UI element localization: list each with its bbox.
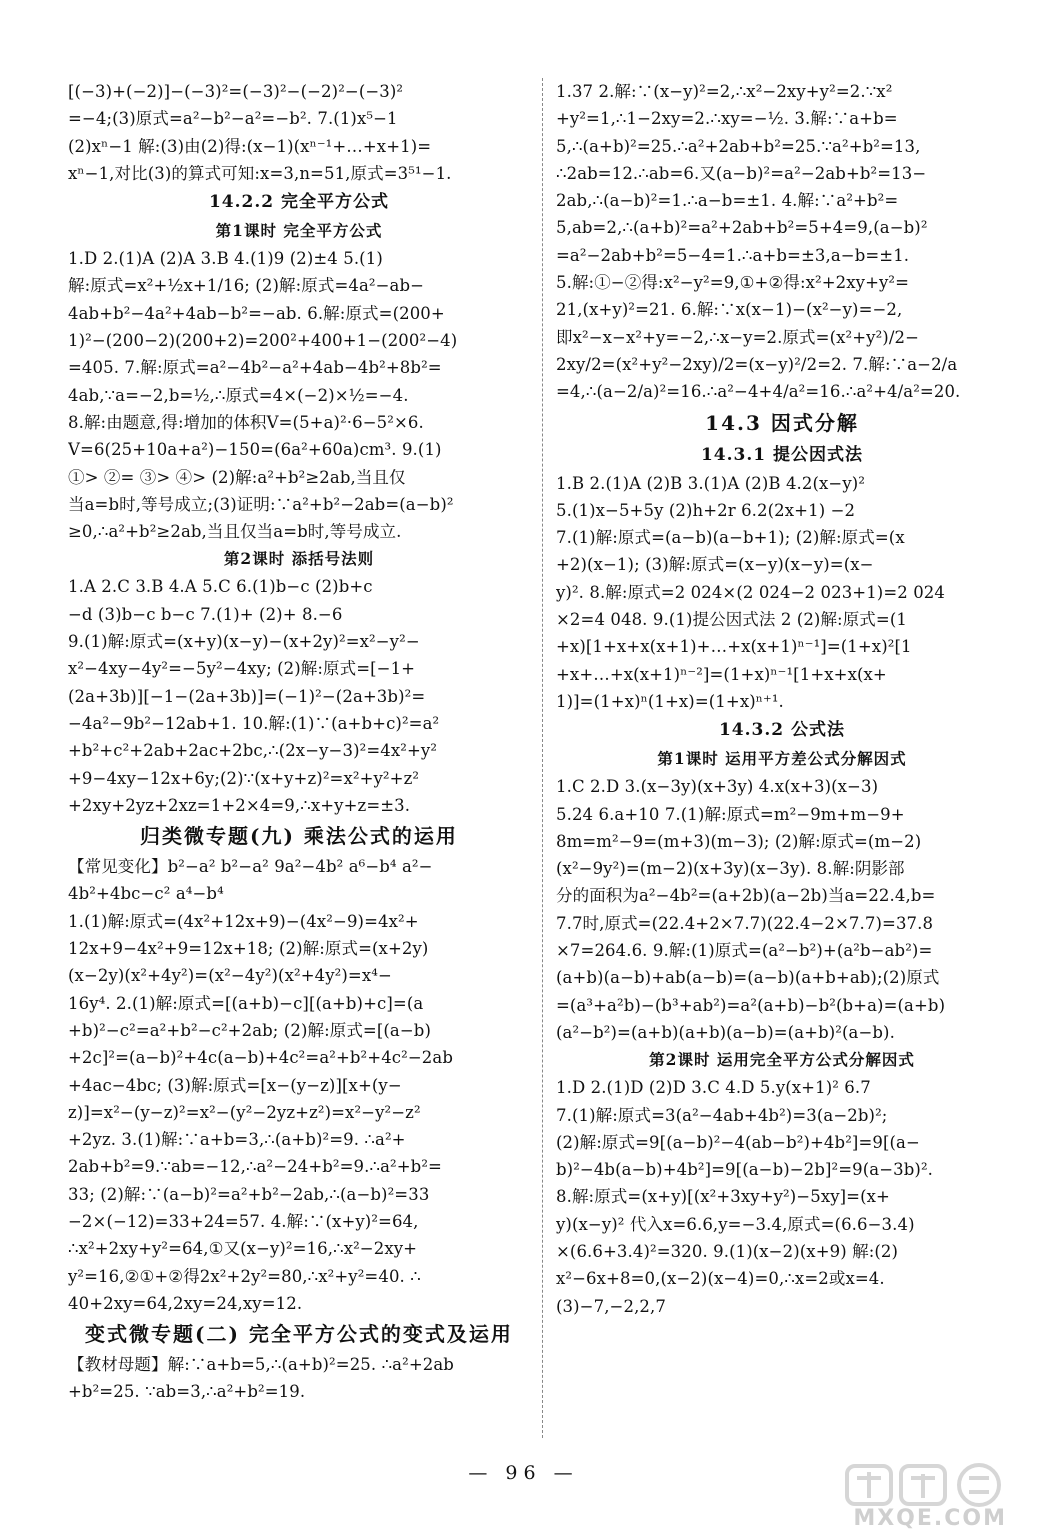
answer-line: ∴x²+2xy+y²=64,①又(x−y)²=16,∴x²−2xy+	[68, 1239, 418, 1259]
lesson-heading: 第1课时 完全平方公式	[215, 221, 383, 241]
lesson-heading: 第2课时 添括号法则	[223, 549, 375, 569]
answer-line: +2yz. 3.(1)解:∵a+b=3,∴(a+b)²=9. ∴a²+	[68, 1130, 406, 1150]
answer-line: b)²−4b(a−b)+4b²]=9[(a−b)−2b]²=9(a−3b)².	[556, 1160, 934, 1180]
section-heading: 变式微专题(二) 完全平方公式的变式及运用	[85, 1322, 513, 1347]
answer-line: (x²−9y²)=(m−2)(x+3y)(x−3y). 8.解:阴影部	[556, 859, 905, 879]
answer-line: 1.C 2.D 3.(x−3y)(x+3y) 4.x(x+3)(x−3)	[556, 777, 879, 797]
section-heading: 归类微专题(九) 乘法公式的运用	[140, 824, 458, 849]
answer-line: +2xy+2yz+2xz=1+2×4=9,∴x+y+z=±3.	[68, 795, 411, 815]
answer-line: 4b²+4bc−c² a⁴−b⁴	[68, 884, 224, 904]
answer-line: +9−4xy−12x+6y;(2)∵(x+y+z)²=x²+y²+z²	[68, 768, 420, 788]
answer-line: (a+b)(a−b)+ab(a−b)=(a−b)(a+b+ab);(2)原式	[556, 968, 940, 988]
answer-line: +2)(x−1); (3)解:原式=(x−y)(x−y)=(x−	[556, 555, 874, 575]
answer-line: ≥0,∴a²+b²≥2ab,当且仅当a=b时,等号成立.	[68, 522, 402, 542]
answer-line: +4ac−4bc; (3)解:原式=[x−(y−z)][x+(y−	[68, 1075, 402, 1095]
answer-line: +y²=1,∴1−2xy=2.∴xy=−½. 3.解:∵a+b=	[556, 109, 898, 129]
answer-line: ×(6.6+3.4)²=320. 9.(1)(x−2)(x+9) 解:(2)	[556, 1241, 899, 1261]
answer-line: 分的面积为a²−4b²=(a+2b)(a−2b)当a=22.4,b=	[556, 886, 936, 906]
answer-line: +b²+c²+2ab+2ac+2bc,∴(2x−y−3)²=4x²+y²	[68, 741, 438, 761]
answer-line: 【教材母题】解:∵a+b=5,∴(a+b)²=25. ∴a²+2ab	[68, 1355, 454, 1375]
answer-line: (3)−7,−2,2,7	[556, 1296, 666, 1316]
answer-line: 16y⁴. 2.(1)解:原式=[(a+b)−c][(a+b)+c]=(a	[68, 993, 424, 1013]
answer-line: 7.(1)解:原式=3(a²−4ab+4b²)=3(a−2b)²;	[556, 1105, 888, 1125]
answer-line: 4ab+b²−4a²+4ab−b²=−ab. 6.解:原式=(200+	[68, 303, 445, 323]
answer-line: 9.(1)解:原式=(x+y)(x−y)−(x+2y)²=x²−y²−	[68, 632, 420, 652]
left-column	[68, 78, 530, 1418]
answer-line: 33; (2)解:∵(a−b)²=a²+b²−2ab,∴(a−b)²=33	[68, 1184, 430, 1204]
answer-line: x²−4xy−4y²=−5y²−4xy; (2)解:原式=[−1+	[68, 659, 416, 679]
answer-line: −4a²−9b²−12ab+1. 10.解:(1)∵(a+b+c)²=a²	[68, 713, 440, 733]
answer-line: 40+2xy=64,2xy=24,xy=12.	[68, 1293, 303, 1313]
answer-line: 5,∴(a+b)²=25.∴a²+2ab+b²=25.∵a²+b²=13,	[556, 136, 921, 156]
lesson-heading: 第1课时 运用平方差公式分解因式	[657, 749, 907, 769]
answer-line: z)]=x²−(y−z)²=x²−(y²−2yz+z²)=x²−y²−z²	[68, 1102, 421, 1122]
answer-line: 1.(1)解:原式=(4x²+12x+9)−(4x²−9)=4x²+	[68, 911, 419, 931]
answer-line: =4,∴(a−2/a)²=16.∴a²−4+4/a²=16.∴a²+4/a²=20.	[556, 382, 961, 402]
answer-line: V=6(25+10a+a²)−150=(6a²+60a)cm³. 9.(1)	[68, 440, 442, 460]
answer-line: 5,ab=2,∴(a+b)²=a²+2ab+b²=5+4=9,(a−b)²	[556, 218, 928, 238]
answer-line: 4ab,∵a=−2,b=½,∴原式=4×(−2)×½=−4.	[68, 385, 409, 405]
answer-line: ∴2ab=12.∴ab=6.又(a−b)²=a²−2ab+b²=13−	[556, 163, 927, 183]
answer-line: (x−2y)(x²+4y²)=(x²−4y²)(x²+4y²)=x⁴−	[68, 966, 392, 986]
column-divider	[542, 78, 543, 1438]
answer-line: 8.解:原式=(x+y)[(x²+3xy+y²)−5xy]=(x+	[556, 1187, 890, 1207]
answer-line: xⁿ−1,对比(3)的算式可知:x=3,n=51,原式=3⁵¹−1.	[68, 163, 452, 183]
answer-line: 5.(1)x−5+5y (2)h+2r 6.2(2x+1) −2	[556, 500, 856, 520]
answer-line: 即x²−x−x²+y=−2,∴x−y=2.原式=(x²+y²)/2−	[556, 327, 920, 347]
answer-line: x²−6x+8=0,(x−2)(x−4)=0,∴x=2或x=4.	[556, 1269, 885, 1289]
answer-line: 2ab,∴(a−b)²=1.∴a−b=±1. 4.解:∵a²+b²=	[556, 191, 899, 211]
right-column	[556, 78, 1008, 1418]
answer-line: 1.A 2.C 3.B 4.A 5.C 6.(1)b−c (2)b+c	[68, 577, 373, 597]
answer-line: ×7=264.6. 9.解:(1)原式=(a²−b²)+(a²b−ab²)=	[556, 941, 933, 961]
watermark-text: MXQE.COM	[853, 1506, 1007, 1531]
answer-line: (2)xⁿ−1 解:(3)由(2)得:(x−1)(xⁿ⁻¹+…+x+1)=	[68, 136, 432, 156]
answer-line: =−4;(3)原式=a²−b²−a²=−b². 7.(1)x⁵−1	[68, 109, 398, 129]
answer-line: 1.D 2.(1)D (2)D 3.C 4.D 5.y(x+1)² 6.7	[556, 1078, 871, 1098]
answer-line: 12x+9−4x²+9=12x+18; (2)解:原式=(x+2y)	[68, 939, 429, 959]
page-number: — 96 —	[468, 1462, 579, 1484]
answer-line: ×2=4 048. 9.(1)提公因式法 2 (2)解:原式=(1	[556, 610, 907, 630]
answer-line: 解:原式=x²+½x+1/16; (2)解:原式=4a²−ab−	[68, 276, 425, 296]
answer-line: =405. 7.解:原式=a²−4b²−a²+4ab−4b²+8b²=	[68, 358, 442, 378]
subheading-heading: 14.3.1 提公因式法	[700, 444, 864, 465]
answer-line: 1)²−(200−2)(200+2)=200²+400+1−(200²−4)	[68, 331, 458, 351]
answer-line: +x)[1+x+x(x+1)+…+x(x+1)ⁿ⁻¹]=(1+x)²[1	[556, 637, 912, 657]
answer-line: 2xy/2=(x²+y²−2xy)/2=(x−y)²/2=2. 7.解:∵a−2/a	[556, 354, 958, 374]
answer-line: 2ab+b²=9.∵ab=−12,∴a²−24+b²=9.∴a²+b²=	[68, 1157, 442, 1177]
answer-line: y)(x−y)² 代入x=6.6,y=−3.4,原式=(6.6−3.4)	[556, 1214, 915, 1234]
answer-line: [(−3)+(−2)]−(−3)²=(−3)²−(−2)²−(−3)²	[68, 82, 404, 101]
answer-line: 1.D 2.(1)A (2)A 3.B 4.(1)9 (2)±4 5.(1)	[68, 249, 383, 269]
answer-line: =a²−2ab+b²=5−4=1.∴a+b=±3,a−b=±1.	[556, 245, 910, 265]
answer-line: 8m=m²−9=(m+3)(m−3); (2)解:原式=(m−2)	[556, 831, 922, 851]
answer-line: 7.(1)解:原式=(a−b)(a−b+1); (2)解:原式=(x	[556, 528, 905, 548]
answer-line: 1.37 2.解:∵(x−y)²=2,∴x²−2xy+y²=2.∵x²	[556, 82, 893, 101]
answer-line: (a²−b²)=(a+b)(a+b)(a−b)=(a+b)²(a−b).	[556, 1022, 895, 1042]
subheading-heading: 14.2.2 完全平方公式	[208, 192, 390, 213]
answer-line: 【常见变化】b²−a² b²−a² 9a²−4b² a⁶−b⁴ a²−	[68, 857, 433, 877]
answer-line: 1.B 2.(1)A (2)B 3.(1)A (2)B 4.2(x−y)²	[556, 473, 866, 493]
answer-line: 5.解:①−②得:x²−y²=9,①+②得:x²+2xy+y²=	[556, 273, 910, 293]
answer-line: +2c]²=(a−b)²+4c(a−b)+4c²=a²+b²+4c²−2ab	[68, 1048, 453, 1068]
answer-line: 21,(x+y)²=21. 6.解:∵x(x−1)−(x²−y)=−2,	[556, 300, 903, 320]
answer-line: +x+…+x(x+1)ⁿ⁻²]=(1+x)ⁿ⁻¹[1+x+x(x+	[556, 664, 887, 684]
answer-line: (2)解:原式=9[(a−b)²−4(ab−b²)+4b²]=9[(a−	[556, 1132, 920, 1152]
subheading-heading: 14.3.2 公式法	[718, 720, 846, 741]
answer-line: (2a+3b)][−1−(2a+3b)]=(−1)²−(2a+3b)²=	[68, 686, 426, 706]
answer-line: −d (3)b−c b−c 7.(1)+ (2)+ 8.−6	[68, 604, 343, 624]
answer-line: +b²=25. ∵ab=3,∴a²+b²=19.	[68, 1382, 306, 1402]
answer-line: +b)²−c²=a²+b²−c²+2ab; (2)解:原式=[(a−b)	[68, 1020, 431, 1040]
answer-line: −2×(−12)=33+24=57. 4.解:∵(x+y)²=64,	[68, 1211, 419, 1231]
answer-line: ①> ②= ③> ④> (2)解:a²+b²≥2ab,当且仅	[68, 467, 406, 487]
answer-line: y²=16,②①+②得2x²+2y²=80,∴x²+y²=40. ∴	[68, 1266, 421, 1286]
lesson-heading: 第2课时 运用完全平方公式分解因式	[649, 1050, 915, 1070]
answer-line: 7.7时,原式=(22.4+2×7.7)(22.4−2×7.7)=37.8	[556, 913, 934, 933]
answer-line: 5.24 6.a+10 7.(1)解:原式=m²−9m+m−9+	[556, 804, 905, 824]
answer-line: 1)]=(1+x)ⁿ(1+x)=(1+x)ⁿ⁺¹.	[556, 691, 784, 711]
section-heading: 14.3 因式分解	[705, 410, 859, 435]
answer-line: 8.解:由题意,得:增加的体积V=(5+a)²·6−5²×6.	[68, 412, 424, 432]
answer-line: =(a³+a²b)−(b³+ab²)=a²(a+b)−b²(b+a)=(a+b)	[556, 995, 946, 1015]
answer-line: y)². 8.解:原式=2 024×(2 024−2 023+1)=2 024	[556, 582, 946, 602]
answer-line: 当a=b时,等号成立;(3)证明:∵a²+b²−2ab=(a−b)²	[68, 494, 454, 514]
